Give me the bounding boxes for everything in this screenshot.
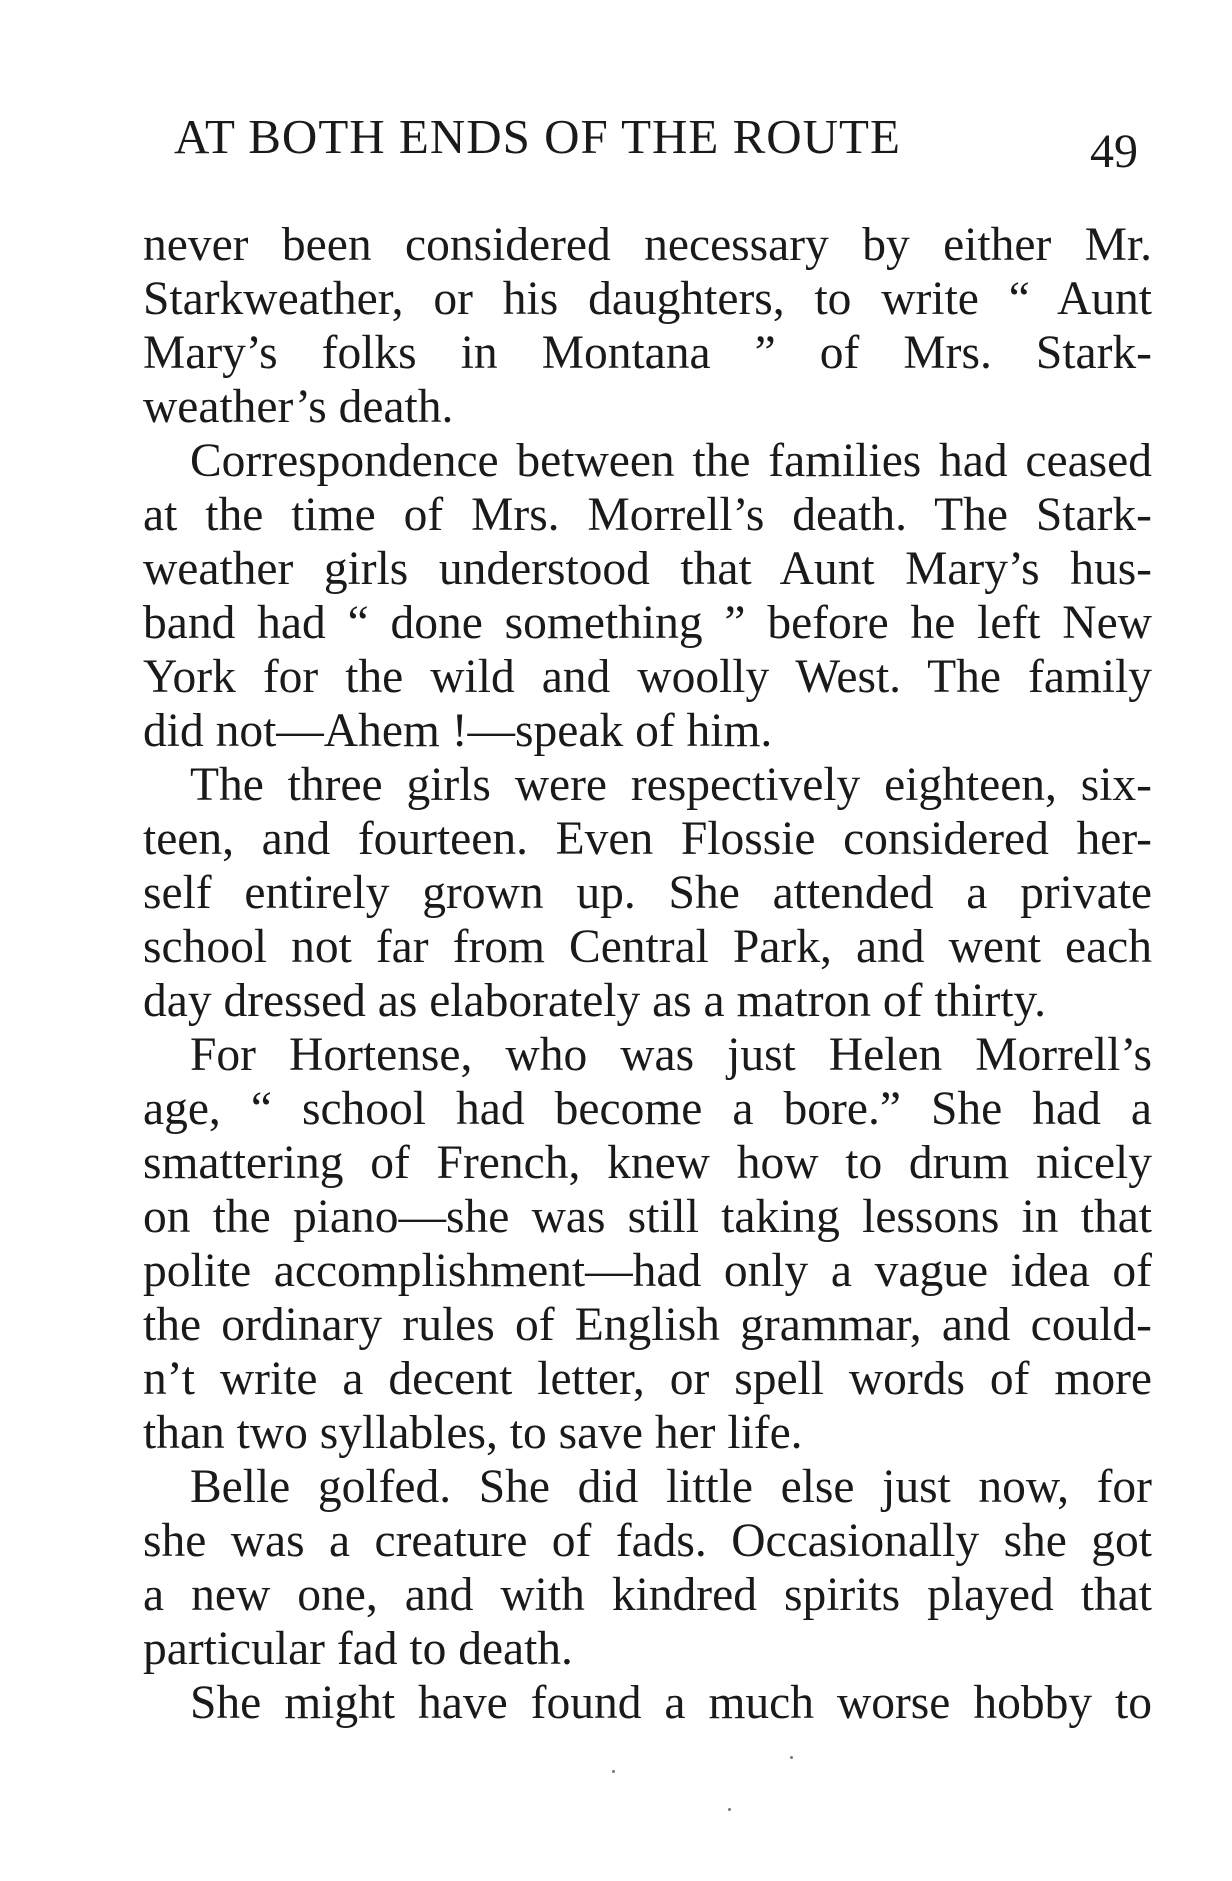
text-line: The three girls were respectively eighteen, six- <box>190 759 1152 811</box>
text-line: Belle golfed. She did little else just now, for <box>190 1461 1152 1513</box>
text-line: the ordinary rules of English grammar, and could- <box>143 1299 1152 1351</box>
text-line: She might have found a much worse hobby to <box>190 1677 1152 1729</box>
text-line: York for the wild and woolly West. The family <box>143 651 1152 703</box>
text-line: age, “ school had become a bore.” She had a <box>143 1083 1152 1135</box>
text-line: did not—Ahem !—speak of him. <box>143 705 773 757</box>
print-speck <box>790 1756 793 1759</box>
text-line: weather girls understood that Aunt Mary’s hus- <box>143 543 1152 595</box>
text-line: polite accomplishment—had only a vague idea of <box>143 1245 1152 1297</box>
text-line: band had “ done something ” before he left New <box>143 597 1152 649</box>
text-line: Correspondence between the families had ceased <box>190 435 1152 487</box>
text-line: at the time of Mrs. Morrell’s death. The Stark- <box>143 489 1152 541</box>
text-line: Mary’s folks in Montana ” of Mrs. Stark- <box>143 327 1152 379</box>
page-number: 49 <box>1090 125 1138 178</box>
running-head-title: AT BOTH ENDS OF THE ROUTE <box>174 109 901 164</box>
text-line: day dressed as elaborately as a matron of thirty. <box>143 975 1047 1027</box>
text-line: weather’s death. <box>143 381 454 433</box>
text-line: school not far from Central Park, and went each <box>143 921 1152 973</box>
print-speck <box>612 1770 615 1773</box>
text-line: never been considered necessary by either Mr. <box>143 219 1152 271</box>
text-line: a new one, and with kindred spirits played that <box>143 1569 1152 1621</box>
body-text <box>143 218 1152 1730</box>
text-line: on the piano—she was still taking lessons in that <box>143 1191 1152 1243</box>
text-line: she was a creature of fads. Occasionally she got <box>143 1515 1152 1567</box>
text-line: n’t write a decent letter, or spell words of more <box>143 1353 1152 1405</box>
text-line: smattering of French, knew how to drum nicely <box>143 1137 1152 1189</box>
text-line: Starkweather, or his daughters, to write “ Aunt <box>143 273 1152 325</box>
text-line: teen, and fourteen. Even Flossie considered her- <box>143 813 1152 865</box>
text-line: For Hortense, who was just Helen Morrell’s <box>190 1029 1152 1081</box>
text-line: particular fad to death. <box>143 1623 573 1675</box>
text-line: self entirely grown up. She attended a private <box>143 867 1152 919</box>
text-line: than two syllables, to save her life. <box>143 1407 803 1459</box>
print-speck <box>728 1808 731 1811</box>
